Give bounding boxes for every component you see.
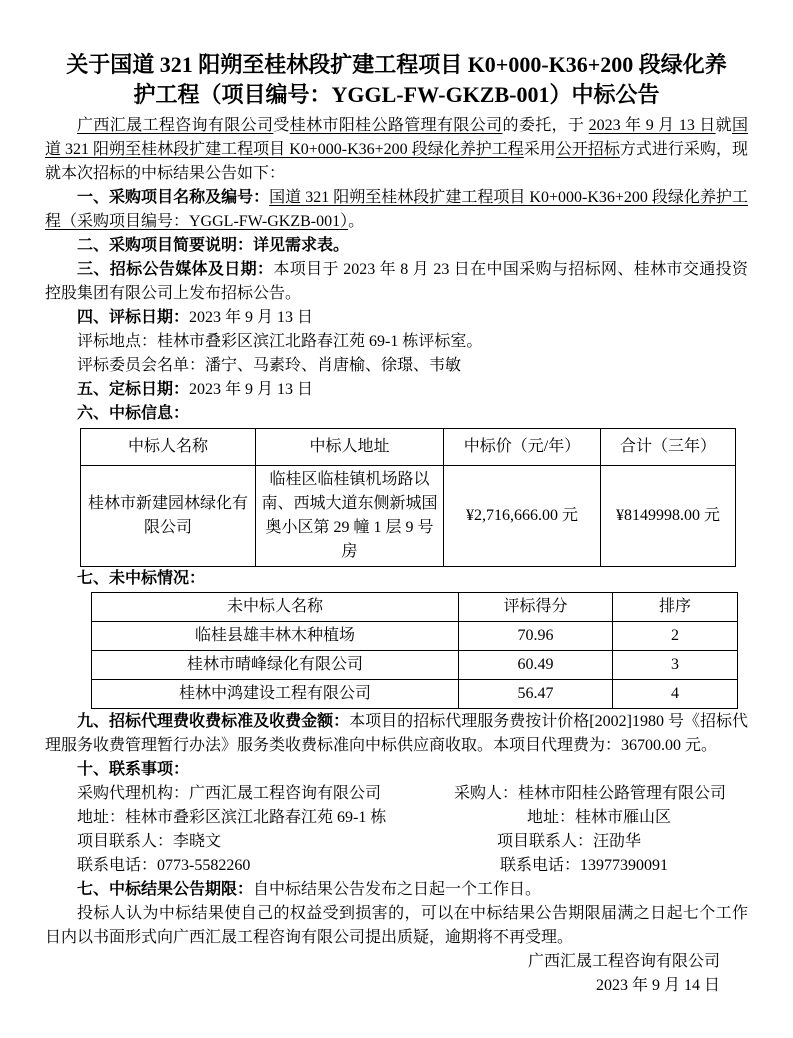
agency-phone: 联系电话：0773-5582260 — [77, 857, 251, 874]
bid-method: 公开招标 — [555, 141, 620, 158]
t2-cell-score: 56.47 — [459, 680, 613, 709]
t2-cell-rank: 2 — [613, 622, 738, 651]
section-5 — [45, 378, 748, 402]
purchaser-address: 地址：桂林市雁山区 — [527, 809, 672, 826]
t1-cell-bid-price: ¥2,716,666.00 元 — [444, 466, 601, 567]
t2-cell-name: 桂林市晴峰绿化有限公司 — [92, 651, 459, 680]
losing-bid-row — [92, 651, 738, 680]
closing-paragraph: 投标人认为中标结果使自己的权益受到损害的，可以在中标结果公告期限届满之日起七个工作日内以书面形式向广西汇晟工程咨询有限公司提出质疑，逾期将不再受理。 — [45, 905, 748, 946]
section-1-label: 一、采购项目名称及编号： — [77, 189, 270, 206]
intro-text: 就 — [715, 117, 732, 134]
losing-bid-table — [91, 592, 738, 709]
t2-header-rank: 排序 — [613, 593, 738, 622]
t1-cell-total: ¥8149998.00 元 — [601, 466, 736, 567]
section-5-label: 五、定标日期： — [77, 381, 190, 398]
section-3 — [45, 258, 748, 306]
page-title — [45, 50, 748, 110]
section-10-label: 十、联系事项： — [77, 761, 190, 778]
section-4-text: 2023 年 9 月 13 日 — [189, 309, 314, 326]
section-7 — [45, 567, 748, 591]
section-7-label: 七、未中标情况： — [77, 570, 206, 587]
intro-text: 方式进行采购，现就本次招标的中标结果公告如下： — [45, 141, 748, 182]
contact-line-phone — [45, 854, 748, 878]
t2-header-loser-name: 未中标人名称 — [92, 593, 459, 622]
agency-address: 地址：桂林市叠彩区滨江北路春江苑 69-1 栋 — [77, 809, 387, 826]
contact-line-address — [45, 806, 748, 830]
losing-bid-header-row — [92, 593, 738, 622]
t2-cell-name: 桂林中鸿建设工程有限公司 — [92, 680, 459, 709]
t1-cell-winner-name: 桂林市新建园林绿化有限公司 — [81, 466, 256, 567]
section-4-label: 四、评标日期： — [77, 309, 190, 326]
bid-date: 2023 年 9 月 13 日 — [588, 117, 716, 134]
title-line-2: 护工程（项目编号：YGGL-FW-GKZB-001）中标公告 — [133, 82, 660, 107]
purchaser-name: 桂林市阳桂公路管理有限公司 — [289, 117, 503, 134]
evaluation-place: 评标地点：桂林市叠彩区滨江北路春江苑 69-1 栋评标室。 — [77, 333, 483, 350]
intro-text: 受 — [273, 117, 290, 134]
section-9-label: 九、招标代理费收费标准及收费金额： — [77, 713, 350, 730]
contact-line-person — [45, 830, 748, 854]
section-7b-text: 自中标结果公告发布之日起一个工作日。 — [253, 881, 542, 898]
intro-text: 采用 — [523, 141, 556, 158]
signature-date: 2023 年 9 月 14 日 — [595, 977, 720, 994]
section-4 — [45, 306, 748, 330]
title-line-1: 关于国道 321 阳朔至桂林段扩建工程项目 K0+000-K36+200 段绿化养 — [66, 52, 727, 77]
t1-header-total: 合计（三年） — [601, 429, 736, 466]
t1-cell-winner-address: 临桂区临桂镇机场路以南、西城大道东侧新城国奥小区第 29 幢 1 层 9 号房 — [256, 466, 444, 567]
purchaser-contact-person: 项目联系人：汪劭华 — [497, 833, 642, 850]
section-6 — [45, 402, 748, 426]
losing-bid-row — [92, 680, 738, 709]
t2-cell-score: 70.96 — [459, 622, 613, 651]
t2-cell-rank: 3 — [613, 651, 738, 680]
section-9 — [45, 710, 748, 758]
project-name: 国道 321 阳朔至桂林段扩建工程项目 K0+000-K36+200 段绿化养护工程 — [45, 117, 748, 158]
section-1-project: 国道 321 阳朔至桂林段扩建工程项目 K0+000-K36+200 段绿化养护工程（采购项目编号：YGGL-FW-GKZB-001） — [45, 189, 748, 230]
t1-header-winner-address: 中标人地址 — [256, 429, 444, 466]
t2-header-score: 评标得分 — [459, 593, 613, 622]
t2-cell-rank: 4 — [613, 680, 738, 709]
section-1-tail: 。 — [348, 213, 365, 230]
t2-cell-name: 临桂县雄丰林木种植场 — [92, 622, 459, 651]
section-3-text: 本项目于 2023 年 8 月 23 日在中国采购与招标网、桂林市交通投资控股集团有限公司上发布招标公告。 — [45, 261, 748, 302]
winning-bid-data-row — [81, 466, 736, 567]
section-2 — [45, 234, 748, 258]
t2-cell-score: 60.49 — [459, 651, 613, 680]
winning-bid-header-row — [81, 429, 736, 466]
section-9-text: 本项目的招标代理服务费按计价格[2002]1980 号《招标代理服务收费管理暂行办法》服务类收费标准向中标供应商收取。本项目代理费为：36700.00 元。 — [45, 713, 748, 754]
section-1 — [45, 186, 748, 234]
signature-company: 广西汇晟工程咨询有限公司 — [527, 953, 720, 970]
purchaser-contact: 采购人：桂林市阳桂公路管理有限公司 — [454, 785, 727, 802]
section-7b-label: 七、中标结果公告期限： — [77, 881, 254, 898]
agency-contact: 采购代理机构：广西汇晟工程咨询有限公司 — [77, 785, 382, 802]
losing-bid-row — [92, 622, 738, 651]
section-3-label: 三、招标公告媒体及日期： — [77, 261, 274, 278]
evaluation-committee: 评标委员会名单：潘宁、马素玲、肖唐榆、徐璟、韦敏 — [77, 357, 462, 374]
t1-header-winner-name: 中标人名称 — [81, 429, 256, 466]
contact-line-agency — [45, 782, 748, 806]
section-2-text: 详见需求表。 — [253, 237, 350, 254]
intro-text: 的委托，于 — [502, 117, 589, 134]
section-10 — [45, 758, 748, 782]
section-2-label: 二、采购项目简要说明： — [77, 237, 254, 254]
intro-paragraph — [45, 114, 748, 186]
section-6-label: 六、中标信息： — [77, 405, 190, 422]
section-5-text: 2023 年 9 月 13 日 — [189, 381, 314, 398]
agency-name: 广西汇晟工程咨询有限公司 — [77, 117, 274, 134]
agency-contact-person: 项目联系人：李晓文 — [77, 833, 222, 850]
section-7b — [45, 878, 748, 902]
t1-header-bid-price: 中标价（元/年） — [444, 429, 601, 466]
winning-bid-table — [80, 428, 736, 567]
purchaser-phone: 联系电话：13977390091 — [500, 857, 669, 874]
